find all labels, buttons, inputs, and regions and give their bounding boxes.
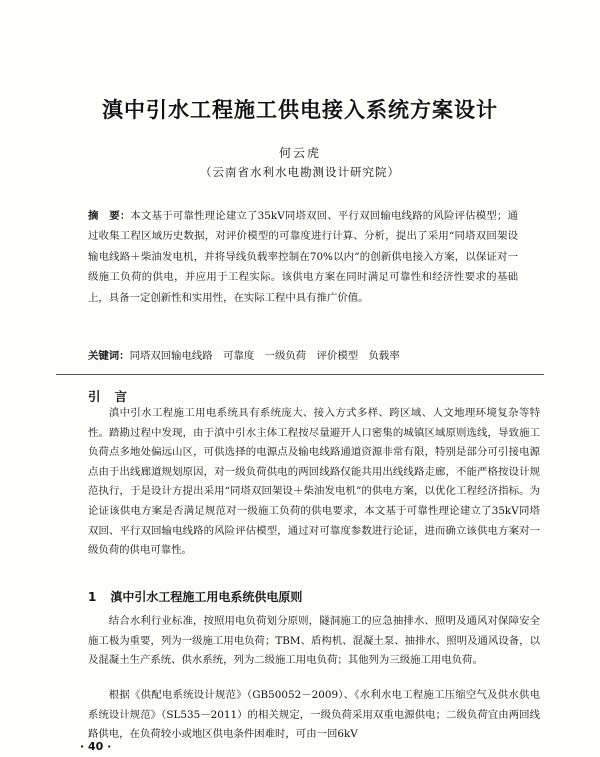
abstract-label: 摘 要： — [88, 210, 131, 222]
author-affiliation: （云南省水利水电勘测设计研究院） — [200, 165, 400, 179]
keyword-item: 同塔双回输电线路 — [129, 350, 213, 362]
section-1-paragraph-2: 根据《供配电系统设计规范》（GB50052－2009）、《水利水电工程施工压缩空气及供水供电系统设计规范》（SL535－2011）的相关规定，一级负荷采用双重电源供电；二级负荷宜由两回线路供电，在负荷较小或地区供电条件困难时，可由一回6kV — [88, 689, 540, 741]
keyword-item: 可靠度 — [223, 350, 255, 362]
keyword-item: 一级负荷 — [264, 350, 307, 362]
abstract-text: 本文基于可靠性理论建立了35kV同塔双回、平行双回输电线路的风险评估模型；通过收集工程区域历史数据，对评价模型的可靠度进行计算、分析，提出了采用“同塔双回架设输电线路＋柴油发电机，并将导线负载率控制在70%以内”的创新供电接入方案，以保证对一级施工负荷的供电，并应用于工程实际。该供电方案在同时满足可靠性和经济性要求的基础上，具备一定创新性和实用性，在实际工程中具有推广价值。 — [88, 210, 518, 304]
keyword-item: 评价模型 — [316, 350, 359, 362]
section-divider — [56, 374, 544, 375]
keywords — [88, 346, 518, 366]
page-number: · 40 · — [80, 740, 112, 753]
section-1-title: 滇中引水工程施工用电系统供电原则 — [110, 590, 303, 604]
section-1-number: 1 — [88, 590, 97, 604]
section-1-heading — [88, 588, 302, 605]
abstract — [88, 206, 518, 308]
keywords-label: 关键词： — [88, 350, 130, 362]
paper-title: 滇中引水工程施工供电接入系统方案设计 — [102, 98, 498, 122]
section-1-paragraph-1: 结合水利行业标准，按照用电负荷划分原则，隧洞施工的应急抽排水、照明及通风对保障安全施工极为重要，列为一级施工用电负荷；TBM、盾构机、混凝土泵、抽排水、照明及通风设备，以及混凝土生产系统、供水系统，列为二级施工用电负荷；其他列为三级施工用电负荷。 — [88, 615, 540, 667]
author-name: 何云虎 — [278, 146, 321, 160]
keyword-item: 负载率 — [368, 350, 400, 362]
intro-heading: 引言 — [88, 389, 142, 404]
intro-paragraph: 滇中引水工程施工用电系统具有系统庞大、接入方式多样、跨区域、人文地理环境复杂等特性。踏勘过程中发现，由于滇中引水主体工程按尽量避开人口密集的城镇区域原则选线，导致施工负荷点多地处偏远山区，可供选择的电源点及输电线路通道资源非常有限，特别是部分可引接电源点由于出线廊道规划原因，对一级负荷供电的两回线路仅能共用出线线路走廊，不能严格按设计规范执行，于是设计方提出采用“同塔双回架设＋柴油发电机”的供电方案，以优化工程经济指标。为论证该供电方案是否满足规范对一级施工负荷的供电要求，本文基于可靠性理论建立了35kV同塔双回、平行双回输电线路的风险评估模型，通过对可靠度参数进行论证，进而确立该供电方案对一级负荷的供电可靠性。 — [88, 407, 540, 557]
